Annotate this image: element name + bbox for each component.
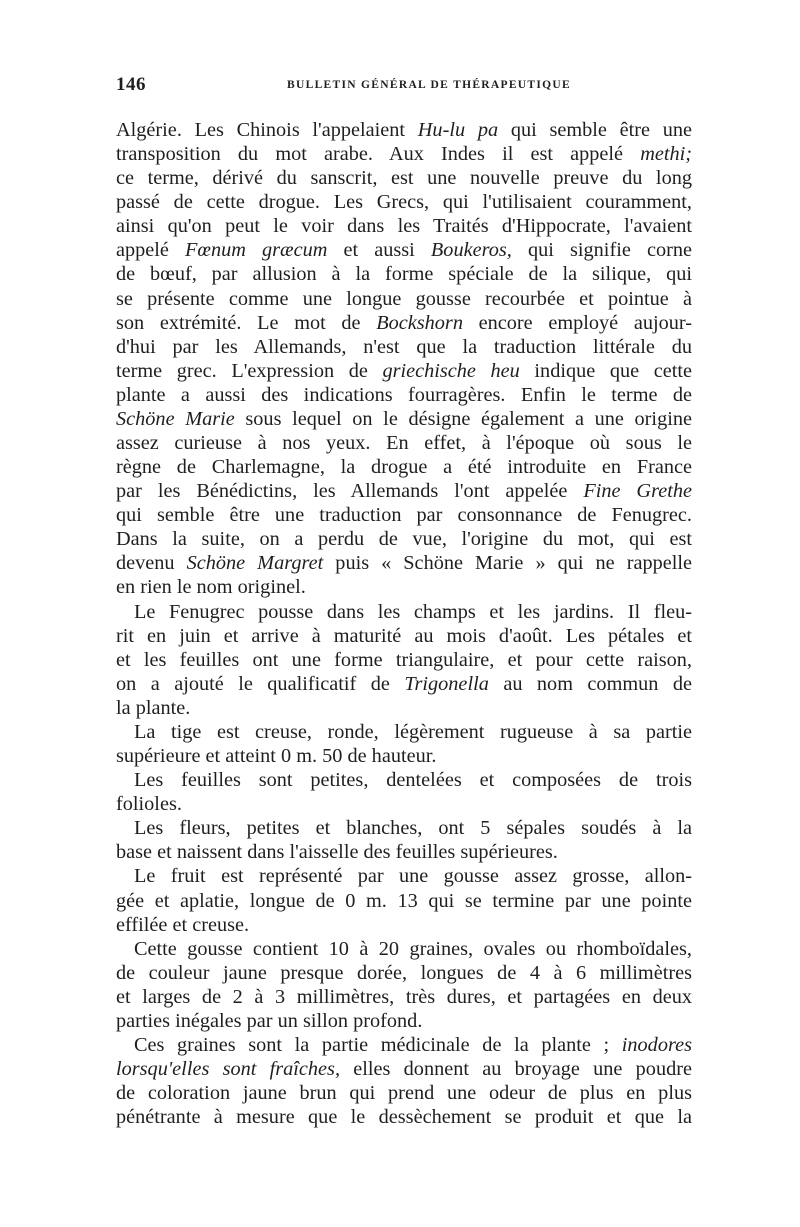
text-run: par les Bénédictins, les Allemands l'ont appelée — [116, 480, 584, 503]
text-run: se présente comme une longue gousse recourbée et pointue à — [116, 287, 692, 310]
text-run: la plante. — [116, 696, 191, 719]
text-line — [116, 311, 692, 335]
text-line — [116, 1081, 692, 1105]
text-line — [116, 359, 692, 383]
text-run: folioles. — [116, 793, 182, 816]
text-line — [116, 816, 692, 840]
text-run: de bœuf, par allusion à la forme spéciale de la silique, qui — [116, 263, 692, 286]
text-line — [116, 166, 692, 190]
text-line — [116, 720, 692, 744]
text-run: base et naissent dans l'aisselle des feuilles supérieures. — [116, 841, 558, 864]
text-line — [116, 744, 692, 768]
text-run: Le fruit est représenté par une gousse assez grosse, allon- — [134, 865, 692, 888]
text-run: au nom commun de — [488, 672, 692, 695]
text-line — [116, 551, 692, 575]
text-run: gée et aplatie, longue de 0 m. 13 qui se termine par une pointe — [116, 889, 692, 912]
text-line — [116, 864, 692, 888]
text-line — [116, 1105, 692, 1129]
text-line — [116, 600, 692, 624]
text-run: rit en juin et arrive à maturité au mois d'août. Les pétales et — [116, 624, 692, 647]
text-line — [116, 407, 692, 431]
text-run: devenu — [116, 552, 187, 575]
text-line — [116, 1057, 692, 1081]
text-line — [116, 575, 692, 599]
text-line — [116, 479, 692, 503]
text-run: puis « Schöne Marie » qui ne rappelle — [323, 552, 693, 575]
body-text — [116, 118, 692, 1129]
text-run: plante a aussi des indications fourragères. Enfin le terme de — [116, 383, 692, 406]
text-run: supérieure et atteint 0 m. 50 de hauteur. — [116, 745, 437, 768]
text-line — [116, 672, 692, 696]
text-line — [116, 190, 692, 214]
italic-term: Hu-lu pa — [417, 119, 499, 141]
text-run: Les fleurs, petites et blanches, ont 5 sépales soudés à la — [134, 817, 692, 840]
text-run: indique que cette — [519, 359, 693, 382]
text-run: parties inégales par un sillon profond. — [116, 1009, 423, 1032]
text-run: qui semble être une — [498, 119, 693, 141]
text-run: de coloration jaune brun qui prend une odeur de plus en plus — [116, 1082, 692, 1105]
text-run: Les feuilles sont petites, dentelées et composées de trois — [134, 769, 692, 792]
text-run: appelé — [116, 239, 186, 262]
text-run: assez curieuse à nos yeux. En effet, à l'époque où sous le — [116, 432, 692, 455]
italic-term: Schöne Margret — [186, 552, 324, 575]
italic-term: Schöne Marie — [116, 407, 235, 430]
text-line — [116, 503, 692, 527]
page-number: 146 — [116, 74, 146, 95]
text-run: et les feuilles ont une forme triangulaire, et pour cette raison, — [116, 648, 692, 671]
text-run: d'hui par les Allemands, n'est que la traduction littérale du — [116, 335, 692, 358]
text-run: Algérie. Les Chinois l'appelaient — [116, 119, 418, 141]
text-run: effilée et creuse. — [116, 913, 250, 936]
text-run: ce terme, dérivé du sanscrit, est une nouvelle preuve du long — [116, 167, 692, 190]
text-line — [116, 287, 692, 311]
text-line — [116, 792, 692, 816]
text-line — [116, 889, 692, 913]
italic-term: Fœnum græcum — [185, 239, 328, 262]
text-run: on a ajouté le qualificatif de — [116, 672, 405, 695]
text-line — [116, 431, 692, 455]
text-line — [116, 262, 692, 286]
text-run: transposition du mot arabe. Aux Indes il est appelé — [116, 143, 641, 166]
italic-term: Boukeros, — [430, 239, 512, 262]
text-line — [116, 985, 692, 1009]
text-line — [116, 142, 692, 166]
text-run: de couleur jaune presque dorée, longues de 4 à 6 millimètres — [116, 961, 692, 984]
text-line — [116, 1009, 692, 1033]
italic-term: Fine Grethe — [583, 480, 692, 503]
text-run: et larges de 2 à 3 millimètres, très dures, et partagées en deux — [116, 985, 692, 1008]
text-line — [116, 118, 692, 142]
italic-term: Trigonella — [404, 672, 489, 695]
italic-term: Bockshorn — [376, 311, 463, 334]
text-line — [116, 335, 692, 359]
text-run: ainsi qu'on peut le voir dans les Traités d'Hippocrate, l'avaient — [116, 215, 692, 238]
text-run: en rien le nom originel. — [116, 576, 306, 599]
text-line — [116, 214, 692, 238]
text-run: La tige est creuse, ronde, légèrement rugueuse à sa partie — [134, 720, 692, 743]
text-run: qui signifie corne — [511, 239, 692, 262]
text-line — [116, 527, 692, 551]
text-line — [116, 696, 692, 720]
text-line — [116, 1033, 692, 1057]
text-run: Cette gousse contient 10 à 20 graines, ovales ou rhomboïdales, — [134, 937, 692, 960]
text-run: elles donnent au broyage une poudre — [340, 1058, 692, 1081]
italic-term: lorsqu'elles sont fraîches, — [116, 1058, 341, 1081]
text-line — [116, 648, 692, 672]
italic-term: methi; — [640, 143, 692, 166]
text-run: sous lequel on le désigne également a une origine — [234, 407, 692, 430]
text-run: qui semble être une traduction par consonnance de Fenugrec. — [116, 504, 692, 527]
text-line — [116, 913, 692, 937]
running-head — [116, 74, 692, 100]
text-line — [116, 624, 692, 648]
text-line — [116, 961, 692, 985]
text-run: passé de cette drogue. Les Grecs, qui l'utilisaient couramment, — [116, 191, 692, 214]
italic-term: griechische heu — [382, 359, 520, 382]
text-line — [116, 455, 692, 479]
text-run: encore employé aujour- — [462, 311, 692, 334]
text-run: son extrémité. Le mot de — [116, 311, 377, 334]
text-line — [116, 937, 692, 961]
text-run: terme grec. L'expression de — [116, 359, 383, 382]
text-run: Dans la suite, on a perdu de vue, l'origine du mot, qui est — [116, 528, 692, 551]
text-line — [116, 768, 692, 792]
text-line — [116, 840, 692, 864]
text-line — [116, 383, 692, 407]
text-run: pénétrante à mesure que le dessèchement se produit et que la — [116, 1106, 692, 1129]
text-run: règne de Charlemagne, la drogue a été introduite en France — [116, 456, 692, 479]
text-run: et aussi — [327, 239, 431, 262]
italic-term: inodores — [621, 1033, 692, 1056]
text-line — [116, 238, 692, 262]
text-run: Ces graines sont la partie médicinale de la plante ; — [134, 1033, 622, 1056]
text-run: Le Fenugrec pousse dans les champs et les jardins. Il fleu- — [134, 600, 692, 623]
running-title: BULLETIN GÉNÉRAL DE THÉRAPEUTIQUE — [287, 79, 571, 91]
